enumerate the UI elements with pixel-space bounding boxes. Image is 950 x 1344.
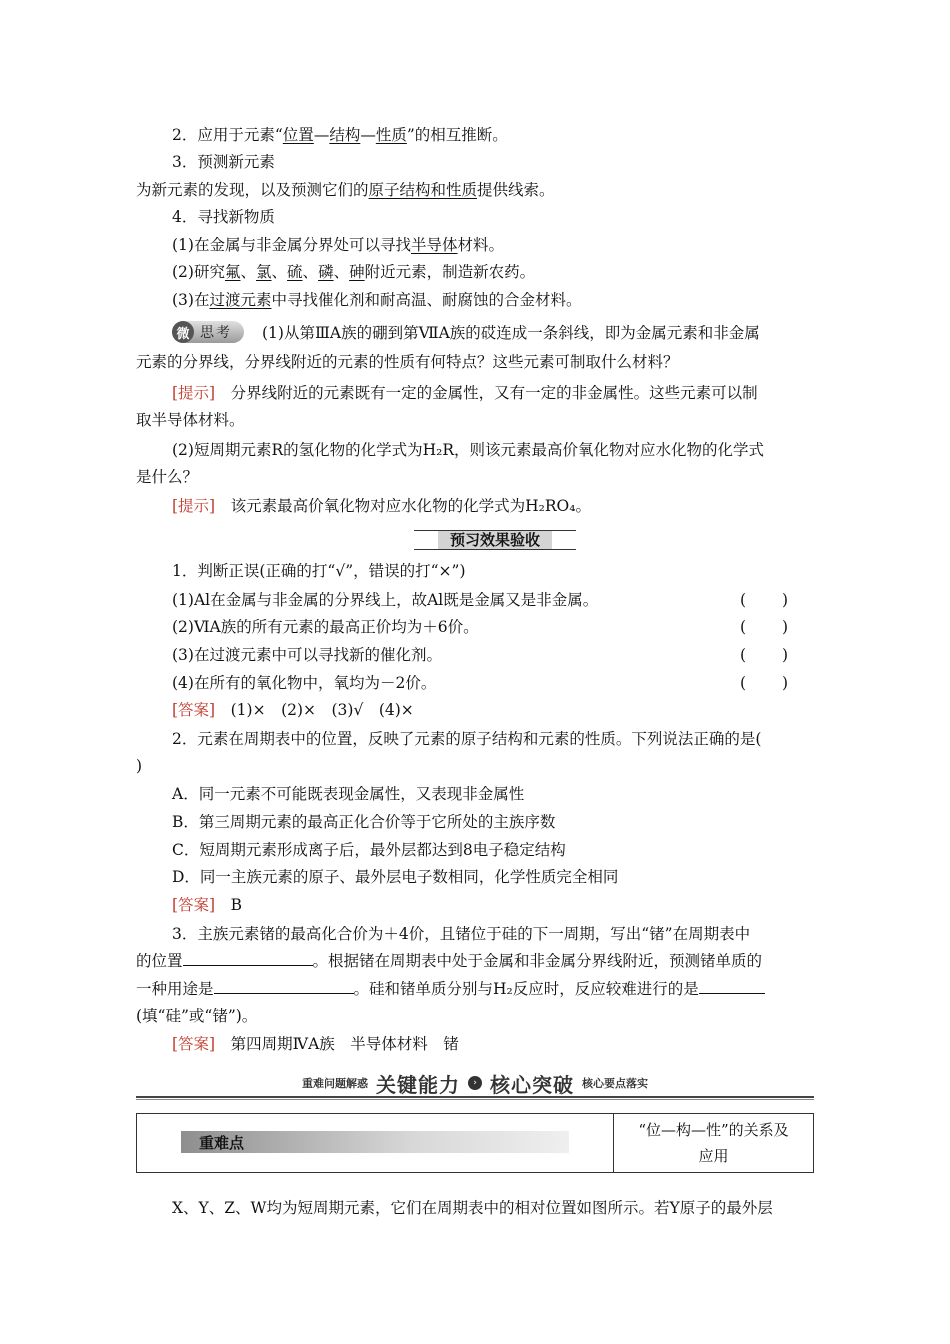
example-intro-text: X、Y、Z、W均为短周期元素，它们在周期表中的相对位置如图所示。若Y原子的最外层 <box>172 1199 773 1217</box>
answer-paren: ( ) <box>740 591 788 609</box>
quiz-q2-option-a: A．同一元素不可能既表现金属性，又表现非金属性 <box>172 785 525 803</box>
think-a2: [提示] 该元素最高价氧化物对应水化物的化学式为H₂RO₄。 <box>172 497 591 515</box>
item4-heading: 4．寻找新物质 <box>172 208 275 226</box>
quiz-q1-item-1: (1)Al在金属与非金属的分界线上，故Al既是金属又是非金属。 <box>172 591 599 609</box>
quiz-q2-line1: 2．元素在周期表中的位置，反映了元素的原子结构和元素的性质。下列说法正确的是( <box>172 730 762 748</box>
hint-label: [提示] <box>172 497 216 515</box>
quiz-q3-line2: 的位置 。根据锗在周期表中处于金属和非金属分界线附近，预测锗单质的 <box>136 952 763 970</box>
quiz-q2-option-b: B．第三周期元素的最高正化合价等于它所处的主族序数 <box>172 813 556 831</box>
fill-blank[interactable] <box>699 979 765 994</box>
quiz-q1-answer: [答案] (1)× (2)× (3)√ (4)× <box>172 701 414 719</box>
answer-label: [答案] <box>172 896 216 914</box>
quiz-q2-option-d: D．同一主族元素的原子、最外层电子数相同，化学性质完全相同 <box>172 868 619 886</box>
think-q2-line2: 是什么？ <box>136 468 199 486</box>
hint-label: [提示] <box>172 384 216 402</box>
think-q1-line2: 元素的分界线，分界线附近的元素的性质有何特点？这些元素可制取什么材料？ <box>136 353 679 371</box>
item4-2: (2)研究氟、氯、硫、磷、砷附近元素，制造新农药。 <box>172 263 536 281</box>
quiz-q3-line3: 一种用途是 。硅和锗单质分别与H₂反应时，反应较难进行的是 <box>136 979 765 999</box>
item3-heading: 3．预测新元素 <box>172 153 275 171</box>
arrow-icon: › <box>468 1076 482 1090</box>
answer-paren: ( ) <box>740 618 788 636</box>
think-a1-line1: [提示] 分界线附近的元素既有一定的金属性，又有一定的非金属性。这些元素可以制 <box>172 384 758 402</box>
item4-3: (3)在过渡元素中寻找催化剂和耐高温、耐腐蚀的合金材料。 <box>172 291 582 309</box>
key-ability-banner: 重难问题解惑 关键能力 › 核心突破 核心要点落实 <box>302 1072 648 1097</box>
fill-blank[interactable] <box>214 979 354 994</box>
quiz-q1-item-2: (2)ⅥA族的所有元素的最高正价均为＋6价。 <box>172 618 479 636</box>
quiz-q1-item-4: (4)在所有的氧化物中，氧均为－2价。 <box>172 674 437 692</box>
item4-1: (1)在金属与非金属分界处可以寻找半导体材料。 <box>172 236 504 254</box>
answer-label: [答案] <box>172 701 216 719</box>
answer-label: [答案] <box>172 1035 216 1053</box>
quiz-q3-line1: 3．主族元素锗的最高化合价为＋4价，且锗位于硅的下一周期，写出“锗”在周期表中 <box>172 925 751 943</box>
key-point-title: “位—构—性”的关系及 应用 <box>638 1121 789 1165</box>
answer-paren: ( ) <box>740 674 788 692</box>
think-badge-label: 思考 <box>200 325 232 341</box>
banner-divider <box>136 1096 814 1098</box>
key-point-label-bar <box>181 1131 569 1153</box>
think-badge <box>172 321 244 343</box>
fill-blank[interactable] <box>183 951 313 966</box>
item3-text: 为新元素的发现，以及预测它们的原子结构和性质提供线索。 <box>136 181 555 199</box>
think-a1-line2: 取半导体材料。 <box>136 411 245 429</box>
quiz-q2-answer: [答案] B <box>172 896 243 914</box>
quiz-q2-line2: ) <box>136 757 143 775</box>
think-q2-line1: (2)短周期元素R的氢化物的化学式为H₂R，则该元素最高价氧化物对应水化物的化学式 <box>172 441 765 459</box>
quiz-q3-line4: (填“硅”或“锗”)。 <box>136 1007 258 1025</box>
key-point-table <box>136 1113 814 1173</box>
quiz-q1-title: 1．判断正误(正确的打“√”，错误的打“×”) <box>172 562 466 580</box>
think-q1-line1: (1)从第ⅢA族的硼到第ⅦA族的砹连成一条斜线，即为金属元素和非金属 <box>262 324 760 342</box>
answer-paren: ( ) <box>740 646 788 664</box>
key-point-label: 重难点 <box>199 1134 245 1152</box>
quiz-q2-option-c: C．短周期元素形成离子后，最外层都达到8电子稳定结构 <box>172 841 566 859</box>
preview-banner <box>414 530 576 550</box>
think-badge-icon: 微 <box>172 321 194 343</box>
quiz-q3-answer: [答案] 第四周期ⅣA族 半导体材料 锗 <box>172 1035 459 1053</box>
preview-banner-title: 预习效果验收 <box>438 531 552 549</box>
quiz-q1-item-3: (3)在过渡元素中可以寻找新的催化剂。 <box>172 646 442 664</box>
item2-line: 2．应用于元素“位置—结构—性质”的相互推断。 <box>172 126 508 144</box>
banner-divider <box>136 1099 814 1100</box>
